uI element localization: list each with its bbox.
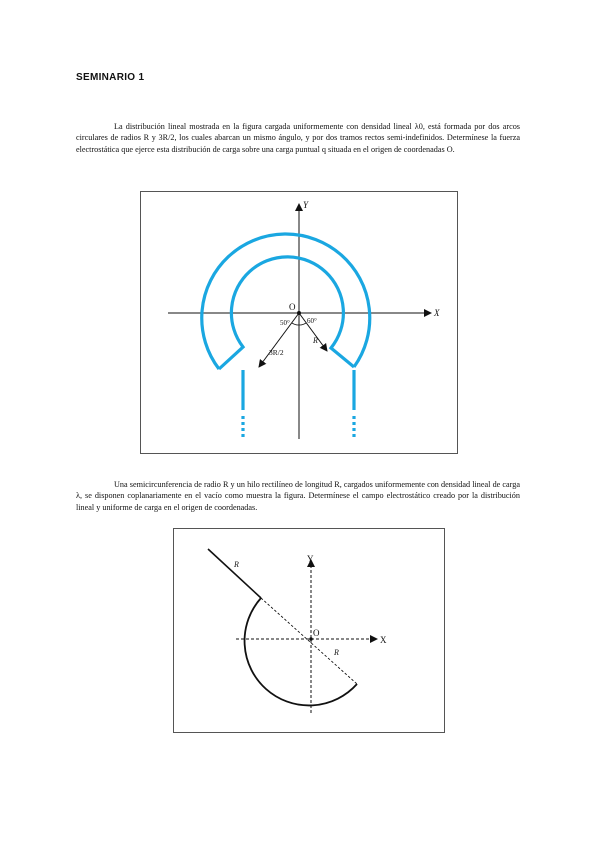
y-axis-label: Y [307,554,314,564]
y-axis-label: Y [303,200,309,210]
angle-label-left: 50° [280,319,290,327]
x-axis-label: X [434,308,440,318]
radius-label-inner: R [313,336,318,345]
origin-label: O [289,302,296,312]
x-axis-label: X [380,635,387,645]
diameter-dashed [261,598,357,684]
figure-2-drawing [174,529,444,732]
angle-label-right: 60° [307,317,317,325]
semicircle-wire [245,598,357,705]
origin-label: O [313,628,320,638]
problem-1-text [76,121,520,155]
straight-wire [208,549,261,598]
page-title: SEMINARIO 1 [76,72,145,83]
figure-2 [173,528,445,733]
figure-1-drawing [141,192,457,453]
angle-arc-left [292,323,299,325]
figure-1 [140,191,458,454]
radius-arrow-outer [259,313,299,367]
outer-arc [202,234,370,369]
problem-1-body: La distribución lineal mostrada en la figura cargada uniformemente con densidad lineal λ0, está formada por dos arcos circulares de radios R y 3R/2, los cuales abarcan un mismo ángulo, y por dos tramos rectos semi-indefinidos. Determínese la fuerza electrostática que ejerce esta distribución de carga sobre una carga puntual q situada en el origen de coordenadas O. [76,122,520,154]
origin-point [297,311,301,315]
problem-2-body: Una semicircunferencia de radio R y un hilo rectilíneo de longitud R, cargados uniformemente con densidad lineal de carga λ, se disponen coplanariamente en el vacío como muestra la figura. Determínese el campo electrostático creado por la distribución lineal y uniforme de carga en el origen de coordenadas. [76,480,520,512]
line-length-label: R [234,560,239,569]
problem-2-text [76,479,520,513]
radius-label: R [334,648,339,657]
radius-label-outer: 3R/2 [269,348,284,357]
angle-arc-right [299,323,306,325]
